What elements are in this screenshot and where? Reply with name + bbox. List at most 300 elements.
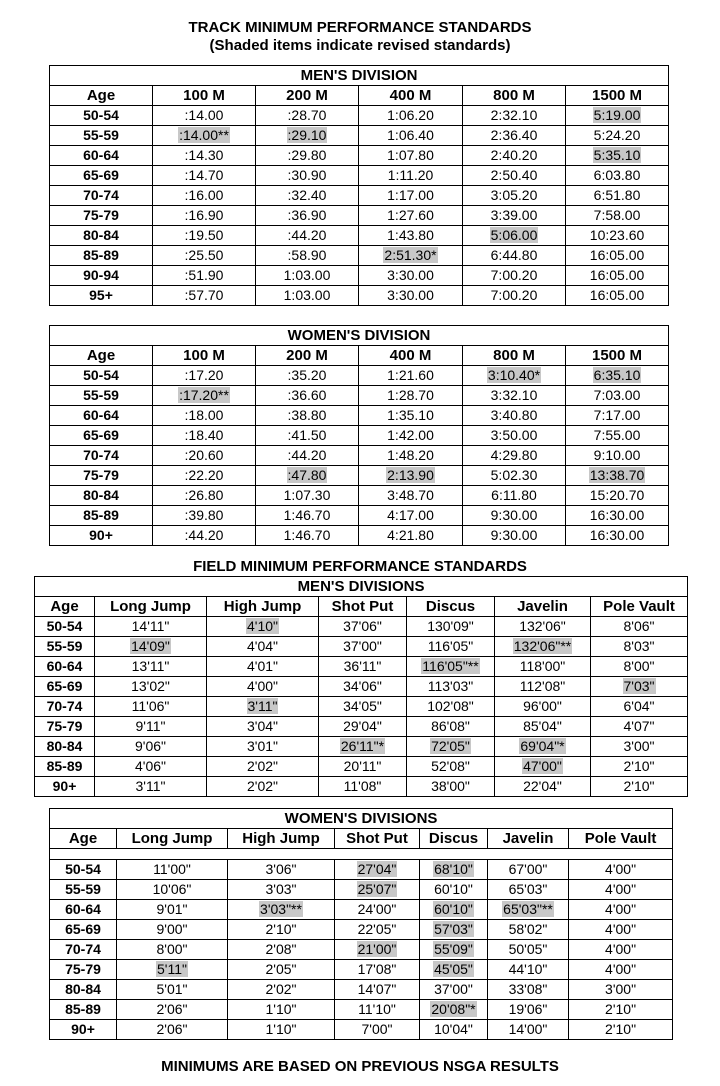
value: 10'06" — [152, 881, 192, 897]
value-cell — [153, 206, 256, 226]
value-cell — [591, 677, 688, 697]
value: 9:30.00 — [490, 507, 538, 523]
value: :18.00 — [184, 407, 224, 423]
value-cell — [495, 637, 591, 657]
value-cell — [207, 697, 319, 717]
value: 3'00" — [605, 981, 637, 997]
column-header: 100 M — [153, 346, 256, 366]
value: 4'00" — [605, 881, 637, 897]
value-cell — [420, 1020, 488, 1040]
value: :41.50 — [287, 427, 327, 443]
value-cell — [569, 900, 673, 920]
value-cell — [153, 226, 256, 246]
value-cell — [228, 1020, 335, 1040]
value-cell — [207, 617, 319, 637]
column-header: Age — [50, 829, 117, 849]
column-header: Pole Vault — [569, 829, 673, 849]
value: 7'00" — [361, 1021, 393, 1037]
value-cell — [463, 166, 566, 186]
table-row — [50, 166, 669, 186]
value-cell — [153, 106, 256, 126]
value-cell — [95, 657, 207, 677]
value: 6:44.80 — [490, 247, 538, 263]
value-cell — [95, 757, 207, 777]
value-cell — [319, 617, 407, 637]
value-cell — [407, 757, 495, 777]
shaded-value: 14'09" — [131, 638, 170, 654]
value: 2'06" — [156, 1021, 188, 1037]
value: 10'04" — [434, 1021, 473, 1037]
age-cell: 95+ — [50, 286, 153, 306]
column-header: 1500 M — [566, 86, 669, 106]
value: 16:30.00 — [589, 507, 645, 523]
column-header: Javelin — [488, 829, 569, 849]
table-row — [35, 677, 688, 697]
value-cell — [153, 446, 256, 466]
age-cell: 60-64 — [50, 900, 117, 920]
value-cell — [335, 980, 420, 1000]
value-cell — [335, 1000, 420, 1020]
value: 1:06.40 — [387, 127, 434, 143]
value: 86'08" — [431, 718, 470, 734]
shaded-value: 13:38.70 — [589, 467, 645, 483]
value: 13'02" — [131, 678, 170, 694]
value-cell — [256, 226, 359, 246]
shaded-value: 2:13.90 — [387, 467, 434, 483]
value-cell — [319, 777, 407, 797]
value-cell — [359, 246, 463, 266]
value-cell — [566, 486, 669, 506]
value-cell — [420, 940, 488, 960]
value-cell — [488, 920, 569, 940]
table-row — [50, 900, 673, 920]
value: :44.20 — [287, 227, 327, 243]
value: 33'08" — [508, 981, 548, 997]
value-cell — [153, 366, 256, 386]
value: 16:05.00 — [589, 247, 645, 263]
value: 6:51.80 — [593, 187, 641, 203]
value-cell — [228, 860, 335, 880]
shaded-value: 5:19.00 — [593, 107, 641, 123]
value: 3:30.00 — [387, 287, 434, 303]
value: 1:21.60 — [387, 367, 434, 383]
value-cell — [495, 697, 591, 717]
column-header-row — [50, 829, 673, 849]
value-cell — [463, 406, 566, 426]
value: 10:23.60 — [589, 227, 645, 243]
footer-note: MINIMUMS ARE BASED ON PREVIOUS NSGA RESULTS — [161, 1058, 559, 1075]
value: 37'00" — [434, 981, 473, 997]
column-header-row — [35, 597, 688, 617]
value: 1:46.70 — [283, 527, 331, 543]
division-title-row — [50, 809, 673, 829]
value-cell — [566, 266, 669, 286]
age-cell: 75-79 — [50, 466, 153, 486]
value-cell — [495, 657, 591, 677]
value: 11'10" — [358, 1001, 396, 1017]
table-row — [50, 426, 669, 446]
value-cell — [569, 1020, 673, 1040]
value-cell — [566, 286, 669, 306]
shaded-value: 57'03" — [434, 921, 473, 937]
value: 4'07" — [623, 718, 655, 734]
value-cell — [319, 657, 407, 677]
value: 4:17.00 — [387, 507, 434, 523]
value-cell — [569, 940, 673, 960]
value: 29'04" — [343, 718, 382, 734]
value-cell — [359, 466, 463, 486]
table-row — [50, 266, 669, 286]
value: 102'08" — [427, 698, 474, 714]
value: 7:58.00 — [593, 207, 641, 223]
value-cell — [566, 526, 669, 546]
value-cell — [463, 186, 566, 206]
value: 4:29.80 — [490, 447, 538, 463]
value-cell — [359, 166, 463, 186]
value: 9'06" — [134, 738, 166, 754]
value-cell — [153, 126, 256, 146]
value-cell — [95, 697, 207, 717]
value: 3:39.00 — [490, 207, 538, 223]
column-header: 400 M — [359, 86, 463, 106]
value: 1:03.00 — [283, 287, 331, 303]
division-title: MEN'S DIVISION — [50, 66, 669, 86]
column-header: 200 M — [256, 346, 359, 366]
value: 5:02.30 — [490, 467, 538, 483]
value-cell — [228, 880, 335, 900]
value-cell — [359, 206, 463, 226]
value-cell — [566, 106, 669, 126]
column-header: High Jump — [228, 829, 335, 849]
value: 2'08" — [265, 941, 297, 957]
track-subtitle: (Shaded items indicate revised standards) — [209, 37, 511, 54]
value-cell — [463, 286, 566, 306]
shaded-value: 3'11" — [247, 698, 278, 714]
value-cell — [463, 126, 566, 146]
value-cell — [95, 777, 207, 797]
division-title: MEN'S DIVISIONS — [35, 577, 688, 597]
age-cell: 70-74 — [35, 697, 95, 717]
shaded-value: :29.10 — [287, 127, 327, 143]
value: 3'11" — [135, 778, 166, 794]
value-cell — [207, 637, 319, 657]
column-header: Shot Put — [319, 597, 407, 617]
age-cell: 60-64 — [35, 657, 95, 677]
value-cell — [256, 266, 359, 286]
value-cell — [463, 486, 566, 506]
column-header-row — [50, 346, 669, 366]
column-header: 400 M — [359, 346, 463, 366]
value-cell — [153, 526, 256, 546]
value-cell — [359, 506, 463, 526]
table-row — [50, 980, 673, 1000]
value: :20.60 — [184, 447, 224, 463]
value-cell — [228, 900, 335, 920]
value: 3'01" — [246, 738, 278, 754]
shaded-value: 5'11" — [157, 961, 187, 977]
age-cell: 55-59 — [35, 637, 95, 657]
value-cell — [319, 637, 407, 657]
value-cell — [407, 637, 495, 657]
value: 14'07" — [357, 981, 397, 997]
value-cell — [359, 126, 463, 146]
value: 1:48.20 — [387, 447, 434, 463]
value: :14.30 — [184, 147, 224, 163]
value: 16:05.00 — [589, 287, 645, 303]
value-cell — [95, 637, 207, 657]
value: 3'00" — [623, 738, 655, 754]
value-cell — [488, 940, 569, 960]
column-header: Long Jump — [117, 829, 228, 849]
value-cell — [569, 960, 673, 980]
value: 24'00" — [357, 901, 397, 917]
value: 3'06" — [265, 861, 297, 877]
value-cell — [566, 406, 669, 426]
value: 2'02" — [246, 758, 278, 774]
value: :16.00 — [184, 187, 224, 203]
table-row — [50, 206, 669, 226]
value: 37'00" — [343, 638, 382, 654]
age-cell: 90+ — [50, 1020, 117, 1040]
value-cell — [359, 486, 463, 506]
value-cell — [566, 226, 669, 246]
value-cell — [488, 1000, 569, 1020]
value: 67'00" — [508, 861, 548, 877]
age-cell: 70-74 — [50, 446, 153, 466]
value: 2'10" — [265, 921, 297, 937]
value: 2'10" — [605, 1001, 637, 1017]
value: 2:32.10 — [490, 107, 538, 123]
column-header: Age — [50, 86, 153, 106]
value: 14'11" — [131, 618, 170, 634]
value-cell — [463, 506, 566, 526]
value-cell — [591, 657, 688, 677]
track-women-table — [49, 325, 669, 546]
value-cell — [359, 446, 463, 466]
value-cell — [319, 717, 407, 737]
shaded-value: 20'08"* — [431, 1001, 476, 1017]
age-cell: 80-84 — [35, 737, 95, 757]
value-cell — [207, 657, 319, 677]
age-cell: 85-89 — [50, 1000, 117, 1020]
shaded-value: 47'00" — [523, 758, 562, 774]
value-cell — [591, 617, 688, 637]
value-cell — [117, 1000, 228, 1020]
value-cell — [463, 246, 566, 266]
age-cell: 60-64 — [50, 406, 153, 426]
value: 1:35.10 — [387, 407, 434, 423]
column-header: Long Jump — [95, 597, 207, 617]
value-cell — [463, 446, 566, 466]
shaded-value: :47.80 — [287, 467, 327, 483]
column-header: Pole Vault — [591, 597, 688, 617]
value: 9'11" — [135, 718, 166, 734]
value-cell — [463, 426, 566, 446]
value: 4'01" — [246, 658, 278, 674]
value: :14.00 — [184, 107, 224, 123]
value: 2'10" — [605, 1021, 637, 1037]
table-row — [50, 186, 669, 206]
value-cell — [463, 146, 566, 166]
age-cell: 70-74 — [50, 186, 153, 206]
age-cell: 70-74 — [50, 940, 117, 960]
value-cell — [335, 880, 420, 900]
value-cell — [335, 960, 420, 980]
shaded-value: 132'06"** — [513, 638, 572, 654]
column-header-row — [50, 86, 669, 106]
value-cell — [359, 226, 463, 246]
value-cell — [207, 757, 319, 777]
shaded-value: 21'00" — [357, 941, 397, 957]
value-cell — [117, 940, 228, 960]
value: :28.70 — [287, 107, 327, 123]
value: 2'10" — [623, 758, 655, 774]
value-cell — [117, 960, 228, 980]
value: 3'03" — [265, 881, 297, 897]
division-title-row — [50, 326, 669, 346]
age-cell: 80-84 — [50, 980, 117, 1000]
value-cell — [495, 757, 591, 777]
value: 19'06" — [508, 1001, 548, 1017]
value-cell — [359, 146, 463, 166]
value: 2:36.40 — [490, 127, 538, 143]
value: 1:42.00 — [387, 427, 434, 443]
value: 1:07.80 — [387, 147, 434, 163]
value-cell — [256, 286, 359, 306]
column-header: 200 M — [256, 86, 359, 106]
value-cell — [407, 677, 495, 697]
value-cell — [153, 146, 256, 166]
value: 1'10" — [265, 1001, 297, 1017]
value-cell — [153, 406, 256, 426]
age-cell: 65-69 — [50, 920, 117, 940]
table-row — [50, 386, 669, 406]
value: 2'05" — [265, 961, 297, 977]
value: 5'01" — [156, 981, 188, 997]
shaded-value: 72'05" — [431, 738, 470, 754]
value: :32.40 — [287, 187, 327, 203]
shaded-value: 5:06.00 — [490, 227, 538, 243]
value: 113'03" — [427, 678, 474, 694]
value: 8'00" — [156, 941, 188, 957]
value: 17'08" — [357, 961, 397, 977]
value: 6'04" — [623, 698, 655, 714]
age-cell: 75-79 — [50, 960, 117, 980]
value-cell — [569, 860, 673, 880]
age-cell: 65-69 — [50, 166, 153, 186]
value: 11'06" — [131, 698, 170, 714]
value: 1'10" — [265, 1021, 297, 1037]
shaded-value: 6:35.10 — [593, 367, 641, 383]
table-row — [50, 920, 673, 940]
column-header: Discus — [420, 829, 488, 849]
value: :58.90 — [287, 247, 327, 263]
value-cell — [566, 186, 669, 206]
age-cell: 75-79 — [50, 206, 153, 226]
value-cell — [117, 880, 228, 900]
value-cell — [153, 166, 256, 186]
table-row — [50, 860, 673, 880]
value: 58'02" — [508, 921, 548, 937]
value-cell — [407, 657, 495, 677]
age-cell: 90-94 — [50, 266, 153, 286]
value-cell — [335, 940, 420, 960]
field-men-body — [35, 577, 688, 797]
shaded-value: 2:51.30* — [384, 247, 437, 263]
table-row — [50, 446, 669, 466]
value: :26.80 — [184, 487, 224, 503]
shaded-value: 116'05"** — [422, 658, 479, 674]
value: :16.90 — [184, 207, 224, 223]
value: 3'04" — [246, 718, 278, 734]
shaded-value: 25'07" — [357, 881, 397, 897]
value-cell — [256, 366, 359, 386]
value-cell — [495, 677, 591, 697]
value: :36.90 — [287, 207, 327, 223]
value-cell — [359, 386, 463, 406]
table-row — [50, 126, 669, 146]
division-title: WOMEN'S DIVISION — [50, 326, 669, 346]
value-cell — [95, 617, 207, 637]
value-cell — [566, 426, 669, 446]
value-cell — [566, 206, 669, 226]
table-row — [50, 226, 669, 246]
value: 52'08" — [431, 758, 470, 774]
value-cell — [407, 617, 495, 637]
column-header: Shot Put — [335, 829, 420, 849]
table-row — [50, 286, 669, 306]
value-cell — [95, 717, 207, 737]
value: 4'00" — [605, 861, 637, 877]
value: 1:43.80 — [387, 227, 434, 243]
value: 4'00" — [605, 921, 637, 937]
value: :29.80 — [287, 147, 327, 163]
division-title: WOMEN'S DIVISIONS — [50, 809, 673, 829]
value-cell — [359, 406, 463, 426]
value: 4'00" — [605, 901, 637, 917]
value: 118'00" — [519, 658, 566, 674]
value-cell — [256, 146, 359, 166]
value: 7:00.20 — [490, 267, 538, 283]
value-cell — [153, 486, 256, 506]
table-row — [50, 406, 669, 426]
value-cell — [407, 777, 495, 797]
value: 7:00.20 — [490, 287, 538, 303]
value: 9:10.00 — [593, 447, 641, 463]
value: :18.40 — [184, 427, 224, 443]
value: :14.70 — [184, 167, 224, 183]
value: 34'05" — [343, 698, 382, 714]
shaded-value: 65'03"** — [503, 901, 553, 917]
value-cell — [569, 920, 673, 940]
value-cell — [566, 166, 669, 186]
table-row — [35, 657, 688, 677]
table-row — [50, 1020, 673, 1040]
value-cell — [569, 1000, 673, 1020]
shaded-value: 7'03" — [623, 678, 655, 694]
value-cell — [153, 246, 256, 266]
value: 3:50.00 — [490, 427, 538, 443]
value-cell — [488, 1020, 569, 1040]
value-cell — [463, 366, 566, 386]
table-row — [50, 106, 669, 126]
table-row — [50, 246, 669, 266]
value-cell — [566, 386, 669, 406]
value-cell — [256, 166, 359, 186]
table-row — [50, 1000, 673, 1020]
value-cell — [591, 637, 688, 657]
value: 38'00" — [431, 778, 470, 794]
